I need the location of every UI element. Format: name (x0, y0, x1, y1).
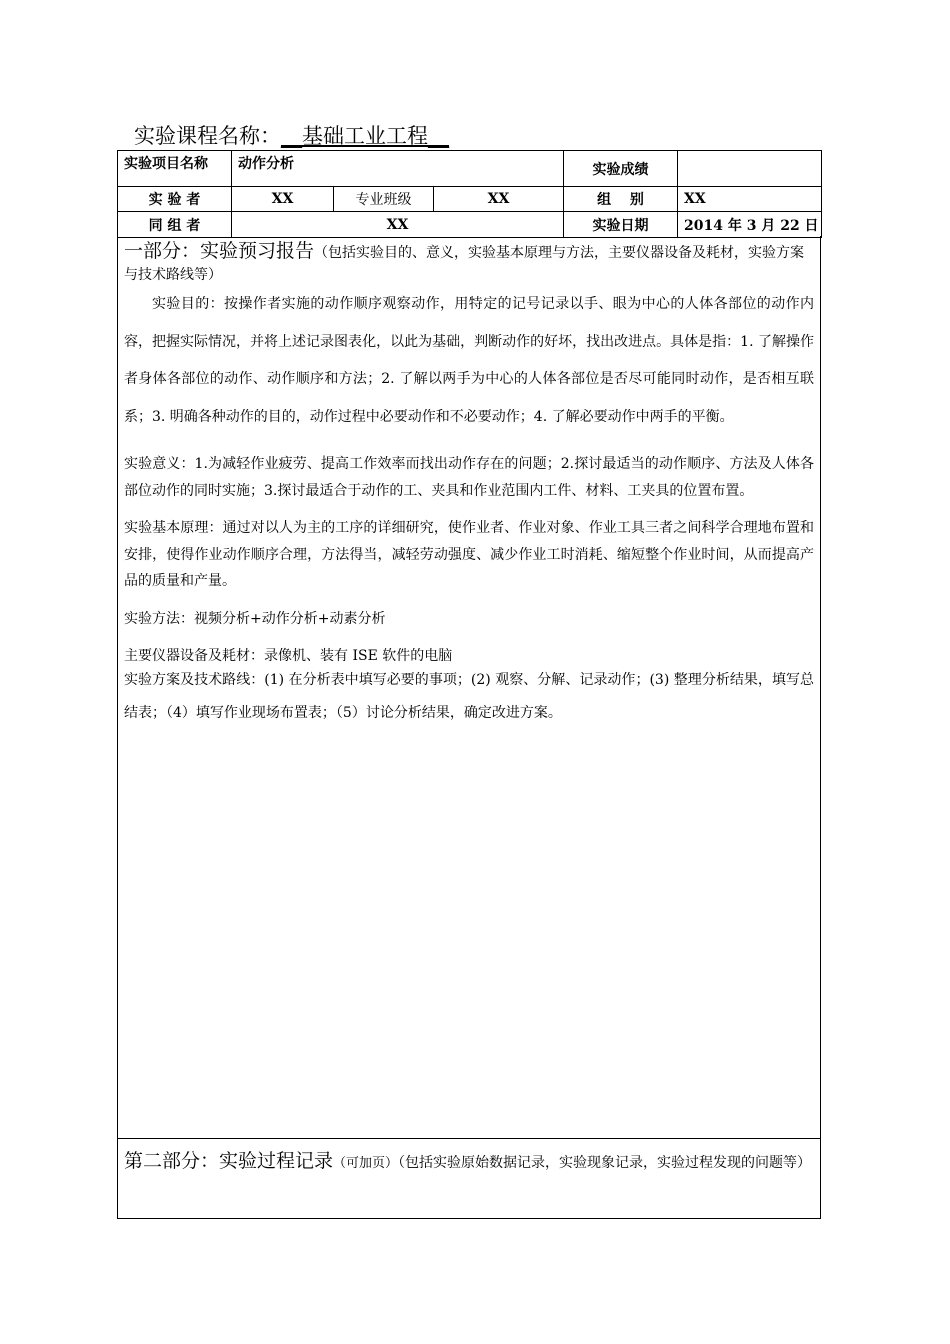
group-label: 组 别 (564, 187, 678, 212)
method-paragraph: 实验方法：视频分析+动作分析+动素分析 (124, 610, 386, 627)
purpose-paragraph: 实验目的：按操作者实施的动作顺序观察动作，用特定的记号记录以手、眼为中心的人体各部位的动作内容，把握实际情况，并将上述记录图表化，以此为基础，判断动作的好坏，找出改进点。具体是指：1. 了解操作者身体各部位的动作、动作顺序和方法；2. 了解以两手为中心的人体各部位是否尽可能同时动作，是否相互联系；3. 明确各种动作的目的，动作过程中必要动作和不必要动作；4. 了解必要动作中两手的平衡。 (124, 296, 814, 425)
course-title (134, 122, 449, 150)
project-label: 实验项目名称 (118, 151, 232, 187)
date-value: 2014 年 3 月 22 日 (678, 212, 822, 238)
partners-value: XX (232, 212, 564, 238)
experimenter-value: XX (232, 187, 334, 212)
class-label: 专业班级 (334, 187, 434, 212)
part1-heading (124, 240, 814, 286)
partners-label: 同 组 者 (118, 212, 232, 238)
part2-section (124, 1150, 814, 1175)
header-table (117, 150, 822, 238)
significance-paragraph: 实验意义：1.为减轻作业疲劳、提高工作效率而找出动作存在的问题；2.探讨最适当的动作顺序、方法及人体各部位动作的同时实施；3.探讨最适合于动作的工、夹具和作业范围内工件、材料、工夹具的位置布置。 (124, 456, 814, 499)
class-value: XX (434, 187, 564, 212)
date-label: 实验日期 (564, 212, 678, 238)
equipment-paragraph: 主要仪器设备及耗材：录像机、装有 ISE 软件的电脑 (124, 648, 453, 664)
part2-note-small: （可加页） (333, 1156, 399, 1171)
part1-title: 一部分：实验预习报告 (124, 240, 315, 262)
grade-label: 实验成绩 (564, 151, 678, 187)
part2-note: （包括实验原始数据记录，实验现象记录，实验过程发现的问题等） (398, 1155, 812, 1171)
grade-value (678, 151, 822, 187)
part2-title: 第二部分：实验过程记录 (124, 1150, 334, 1172)
course-name: __基础工业工程__ (281, 124, 449, 148)
experimenter-label: 实 验 者 (118, 187, 232, 212)
project-value: 动作分析 (232, 151, 564, 187)
principle-paragraph: 实验基本原理：通过对以人为主的工序的详细研究，使作业者、作业对象、作业工具三者之间科学合理地布置和安排，使得作业动作顺序合理，方法得当，减轻劳动强度、减少作业工时消耗、缩短整个作业时间，从而提高产品的质量和产量。 (124, 520, 814, 589)
group-value: XX (678, 187, 822, 212)
part1-note: （包括实验目的、意义，实验基本原理与方法，主要仪器设备及耗材，实验方案与技术路线等） (124, 245, 805, 283)
part1-section (124, 240, 814, 730)
part2-divider (117, 1138, 821, 1139)
course-label: 实验课程名称： (134, 124, 281, 148)
part2-heading (124, 1150, 814, 1175)
plan-paragraph: 实验方案及技术路线：(1) 在分析表中填写必要的事项；(2) 观察、分解、记录动作；(3) 整理分析结果，填写总结表；（4）填写作业现场布置表；（5）讨论分析结果，确定改进方案。 (124, 671, 814, 721)
